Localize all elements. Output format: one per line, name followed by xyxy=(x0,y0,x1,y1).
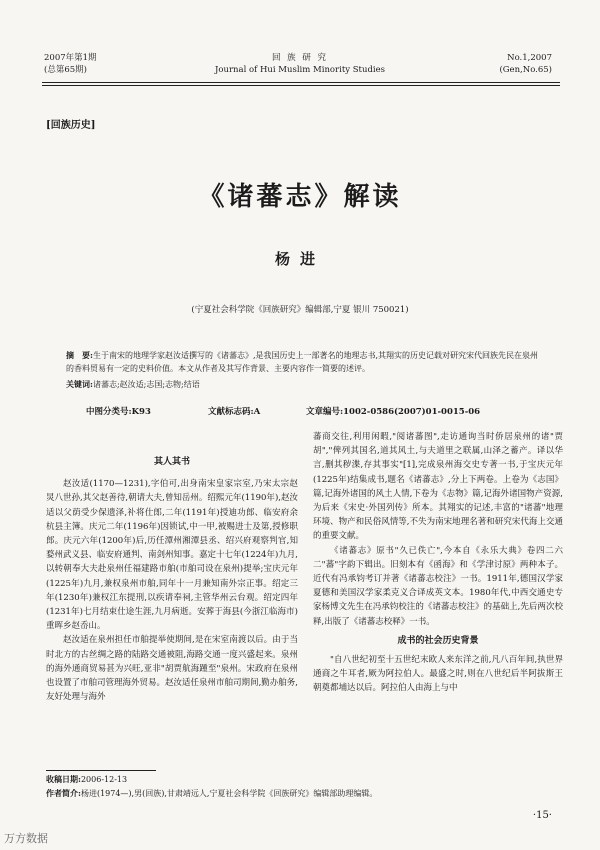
body-column-right xyxy=(313,430,563,696)
classification-row xyxy=(86,405,480,417)
issue-year-number: 2007年第1期 xyxy=(44,53,97,63)
author-bio-label: 作者简介: xyxy=(46,788,81,798)
document-code: 文献标志码:A xyxy=(208,407,261,417)
received-date-label: 收稿日期: xyxy=(46,774,81,784)
author-bio-text: 杨进(1974—),男(回族),甘肃靖远人,宁夏社会科学院《回族研究》编辑部助理编辑。 xyxy=(80,789,378,798)
footnote-rule xyxy=(46,770,156,771)
keywords-text: 诸蕃志;赵汝适;志国;志物;结语 xyxy=(92,380,200,389)
received-date xyxy=(46,773,566,786)
header-rule xyxy=(42,82,560,83)
author-bio xyxy=(46,787,566,800)
body-paragraph: "自八世纪初至十五世纪末欧人来东洋之前,凡八百年间,执世界通商之牛耳者,厥为阿拉伯人。最盛之时,则在八世纪后半阿拔斯王朝奠都埔达以后。阿拉伯人由海上与中 xyxy=(313,655,563,694)
body-column-left xyxy=(46,455,298,704)
article-title: 《诸蕃志》解读 xyxy=(198,182,402,212)
body-paragraph: 蕃商交往,利用闲暇,"阅诸蕃图",走访通询当时侨居泉州的诸"贾胡","俾列其国名,道其风土,与夫道里之联属,山泽之蓄产。译以华言,删其秽渫,存其事实"[1],完成泉州海交史专著一书,于宝庆元年(1225年)结集成书,题名《诸蕃志》,分上下两卷。上卷为《志国》篇,记海外诸国的风土人情,下卷为《志物》篇,记海外诸国物产资源,为后来《宋史·外国列传》所本。其翔实的记述,丰富的"诸蕃"地理环境、物产和民俗风情等,不失为南宋地理名著和研究宋代海上交通的重要文献。 xyxy=(313,432,563,542)
keywords-label: 关键词: xyxy=(66,379,93,389)
journal-name-english: Journal of Hui Muslim Minority Studies xyxy=(214,65,386,75)
abstract xyxy=(66,349,546,375)
clc-number: 中图分类号:K93 xyxy=(86,407,151,417)
author-affiliation: (宁夏社会科学院《回族研究》编辑部,宁夏 银川 750021) xyxy=(191,305,409,315)
section-heading-author-and-book: 其人其书 xyxy=(153,457,190,467)
journal-issue-info-english xyxy=(499,52,552,76)
journal-name-chinese: 回 族 研 究 xyxy=(271,53,329,63)
issue-total-number: (总第65期) xyxy=(44,65,87,75)
section-label: [回族历史] xyxy=(46,120,96,131)
database-watermark: 万方数据 xyxy=(4,832,48,845)
author-name: 杨进 xyxy=(274,250,325,268)
header-rule-thin xyxy=(42,85,560,86)
received-date-value: 2006-12-13 xyxy=(80,775,128,784)
article-number: 文章编号:1002-0586(2007)01-0015-06 xyxy=(306,407,481,417)
keywords xyxy=(66,378,546,391)
abstract-label: 摘 要: xyxy=(66,350,93,360)
issue-number-english: No.1,2007 xyxy=(507,53,552,63)
body-paragraph: 《诸蕃志》原书"久已佚亡",今本自《永乐大典》卷四二六二"蕃"字韵下辑出。旧刻本有《函海》和《学津讨原》两种本子。近代有冯承钧考订并著《诸蕃志校注》一书。1911年,德国汉学家夏德和美国汉学家柔克义合译成英文本。1980年代,中西交通史专家杨博文先生在冯承钧校注的《诸蕃志校注》的基础上,先后两次校释,出版了《诸蕃志校释》一书。 xyxy=(313,545,563,627)
body-paragraph: 赵汝适在泉州担任市舶提举使期间,是在宋室南渡以后。由于当时北方的古丝绸之路的陆路交通被阻,海路交通一度兴盛起来。泉州的海外通商贸易甚为兴旺,亚非"胡贾航海踵至"泉州。宋政府在泉州也设置了市舶司管理海外贸易。赵汝适任泉州市舶司期间,勤办舶务,友好处理与海外 xyxy=(46,635,298,703)
page-number: ·15· xyxy=(532,810,552,821)
section-heading-historical-background: 成书的社会历史背景 xyxy=(397,635,479,646)
issue-general-number: (Gen,No.65) xyxy=(499,65,552,75)
body-paragraph: 赵汝适(1170—1231),字伯可,出身南宋皇家宗室,乃宋太宗赵炅八世孙,其父赵善待,朝请大夫,曾知岳州。绍熙元年(1190年),赵汝适以父荫受少保遗泽,补将仕郎,二年(1191年)授迪功郎、临安府余杭县主簿。庆元二年(1196年)因锁试,中一甲,被赐进士及第,授修职郎。庆元六年(1200年)后,历任潭州湘潭县丞、绍兴府观察判官,知婺州武义县、临安府通判、南剑州知事。嘉定十七年(1224年)九月,以转朝奉大夫赴泉州任福建路市舶(市舶司设在泉州)提举;宝庆元年(1225年)九月,兼权泉州市舶,同年十一月兼知南外宗正事。绍定三年(1230年)兼权江东提刑,以疾请奉祠,主管华州云台观。绍定四年(1231年)七月结束仕途生涯,九月病逝。安葬于海县(今浙江临海市)重晖乡赵岙山。 xyxy=(46,479,298,632)
abstract-text: 生于南宋的地理学家赵汝适撰写的《诸蕃志》,是我国历史上一部著名的地理志书,其翔实的历史记载对研究宋代回族先民在泉州的香料贸易有一定的史料价值。本文从作者及其写作背景、主要内容作一简要的述评。 xyxy=(66,351,539,373)
